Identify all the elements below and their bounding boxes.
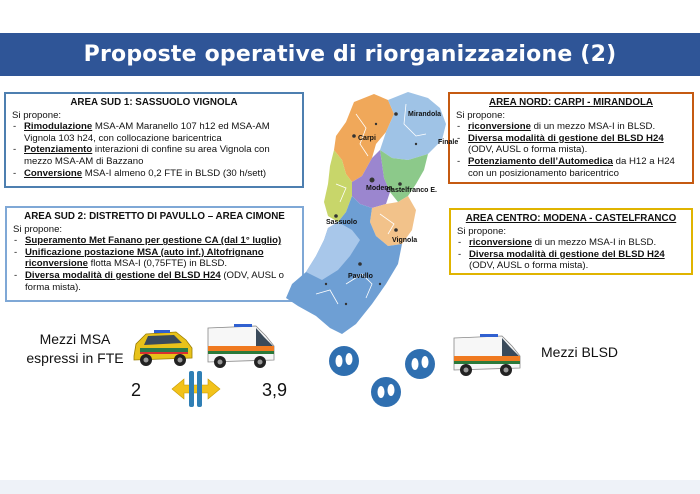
map-label-mirandola: Mirandola [408,111,442,118]
area-sud2-box [5,206,304,302]
item-lead: Diversa modalità di gestione del BLSD H24 [468,132,664,144]
item-text: (ODV, AUSL o forma mista). [25,269,284,293]
list-item [456,121,686,133]
list-item [457,237,685,249]
footprint-icon [329,346,359,376]
title-banner [0,33,700,76]
map-label-vignola: Vignola [392,237,418,244]
list-item [12,144,296,167]
area-sud2-intro: Si propone: [13,223,63,235]
item-lead: Conversione [24,167,83,179]
area-nord-heading-text: AREA NORD: CARPI - MIRANDOLA [489,97,653,108]
item-lead: Potenziamento dell’Automedica [468,155,613,167]
area-nord-heading [456,97,686,109]
area-centro-heading [457,213,685,225]
item-text: MSA-AM Maranello 107 h12 ed MSA-AM Vignola 103 h24, con collocazione baricentrica [24,121,270,144]
map-label-pavullo: Pavullo [348,273,373,280]
item-lead: Diversa modalità di gestione del BLSD H24 [25,269,221,281]
item-text: flotta MSA-I (0,75FTE) in BLSD. [87,258,228,270]
msa-label-line1: Mezzi MSA [39,331,111,347]
msa-label [22,330,128,368]
item-text: MSA-I almeno 0,2 FTE in BLSD (30 h/sett) [82,167,267,179]
item-text: interazioni di confine su area Vignola con mezzo MSA-AM di Bazzano [24,144,270,167]
map-label-carpi: Carpi [358,135,376,142]
area-centro-intro: Si propone: [457,225,507,237]
page-title: Proposte operative di riorganizzazione (2) [83,42,617,67]
map-label-finale: Finale [438,139,459,146]
item-text: di un mezzo MSA-I in BLSD. [530,121,656,133]
map-label-castelfranco: Castelfranco E. [386,187,437,194]
area-sud1-box [4,92,304,188]
item-lead: Superamento Met Fanano per gestione CA (dal 1° luglio) [25,235,282,247]
msa-value-left: 2 [131,380,142,400]
list-item [12,168,296,180]
footprint-icon [371,377,401,407]
list-item [456,156,686,179]
item-text: (ODV, AUSL o forma mista). [469,260,589,272]
item-lead: riconversione [468,121,531,133]
area-sud2-list [13,235,296,293]
map-label-sassuolo: Sassuolo [326,219,358,226]
map-label-modena: Modena [366,185,393,192]
item-text: (ODV, AUSL o forma mista). [468,144,588,156]
blsd-ambulance-image [450,330,524,380]
area-centro-heading-text: AREA CENTRO: MODENA - CASTELFRANCO [465,213,677,224]
list-item [456,133,686,156]
item-lead: Unificazione postazione MSA (auto inf.) Altofrignano riconversione [25,246,264,270]
item-text: di un mezzo MSA-I in BLSD. [531,237,657,249]
footer-strip [0,480,700,494]
list-item [457,249,685,272]
item-lead: Potenziamento [24,144,93,156]
item-text: da H12 a H24 con un posizionamento baricentrico [468,155,675,179]
area-nord-box [448,92,694,184]
footprint-icon [405,349,435,379]
blsd-label: Mezzi BLSD [541,344,619,360]
msa-value-right: 3,9 [262,380,288,400]
area-sud2-heading: AREA SUD 2: DISTRETTO DI PAVULLO – AREA CIMONE [24,211,285,222]
area-nord-intro: Si propone: [456,109,506,121]
msa-car-image [130,326,196,370]
area-sud1-list [12,121,296,179]
double-arrow-icon [170,370,222,408]
list-item [13,247,296,270]
map-area-nord-east [380,92,446,160]
msa-ambulance-image [204,320,278,372]
area-sud1-intro: Si propone: [12,109,62,121]
footprint-icons [326,344,446,410]
province-map [276,84,459,340]
list-item [12,121,296,144]
item-lead: Rimodulazione [24,121,93,133]
list-item [13,270,296,293]
area-centro-list [457,237,685,272]
area-centro-box [449,208,693,275]
item-lead: riconversione [469,237,532,249]
area-nord-list [456,121,686,179]
list-item [13,235,296,247]
item-lead: Diversa modalità di gestione del BLSD H24 [469,248,665,260]
area-sud1-heading: AREA SUD 1: SASSUOLO VIGNOLA [70,97,238,108]
msa-label-line2: espressi in FTE [26,350,124,366]
